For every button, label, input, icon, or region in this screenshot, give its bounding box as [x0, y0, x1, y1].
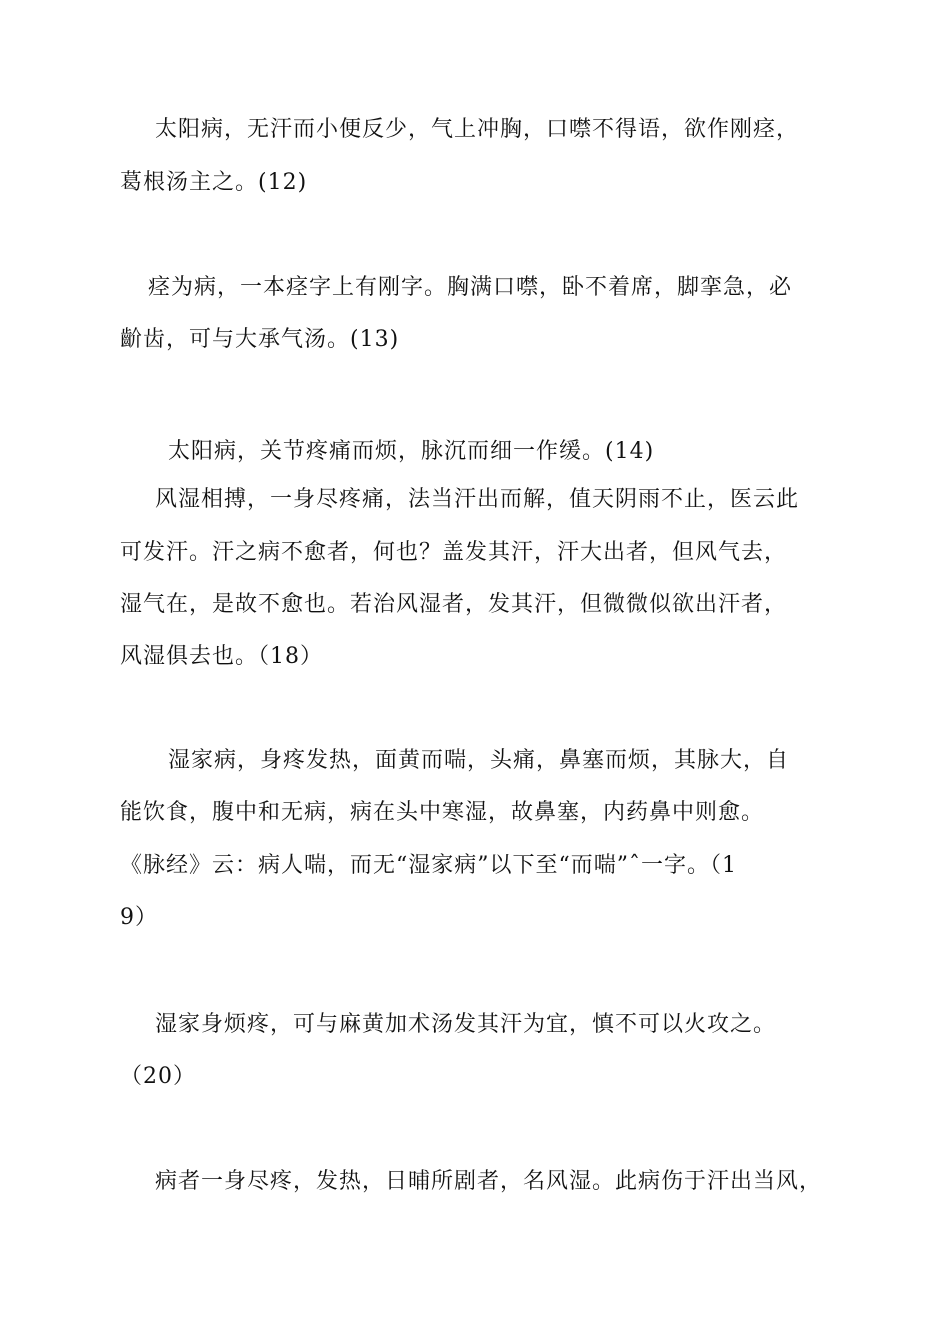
text-line: 病者一身尽疼，发热，日晡所剧者，名风湿。此病伤于汗出当风，: [155, 1169, 823, 1194]
text-line: 能饮食，腹中和无病，病在头中寒湿，故鼻塞，内药鼻中则愈。: [120, 800, 765, 825]
text-line: 《脉经》云：病人喘，而无“湿家病”以下至“而喘”ˆ一字。（1: [120, 853, 737, 878]
text-line: 齘齿，可与大承气汤。(13): [120, 327, 400, 352]
text-line: 湿气在，是故不愈也。若治风湿者，发其汗，但微微似欲出汗者，: [120, 592, 788, 617]
text-line: 痉为病，一本痉字上有刚字。胸满口噤，卧不着席，脚挛急，必: [148, 275, 793, 300]
text-line: 葛根汤主之。(12): [120, 170, 308, 195]
text-line: 可发汗。汗之病不愈者，何也？盖发其汗，汗大出者，但风气去，: [120, 540, 788, 565]
text-line: 湿家病，身疼发热，面黄而喘，头痛，鼻塞而烦，其脉大，自: [168, 748, 790, 773]
text-line: 9）: [120, 905, 158, 930]
text-line: 太阳病，关节疼痛而烦，脉沉而细一作缓。(14): [168, 439, 655, 464]
text-line: 湿家身烦疼，可与麻黄加术汤发其汗为宜，慎不可以火攻之。: [155, 1012, 777, 1037]
text-line: 风湿相搏，一身尽疼痛，法当汗出而解，值天阴雨不止，医云此: [155, 487, 800, 512]
text-line: 风湿俱去也。（18）: [120, 644, 323, 669]
text-line: （20）: [120, 1064, 196, 1089]
text-line: 太阳病，无汗而小便反少，气上冲胸，口噤不得语，欲作刚痉，: [155, 117, 800, 142]
